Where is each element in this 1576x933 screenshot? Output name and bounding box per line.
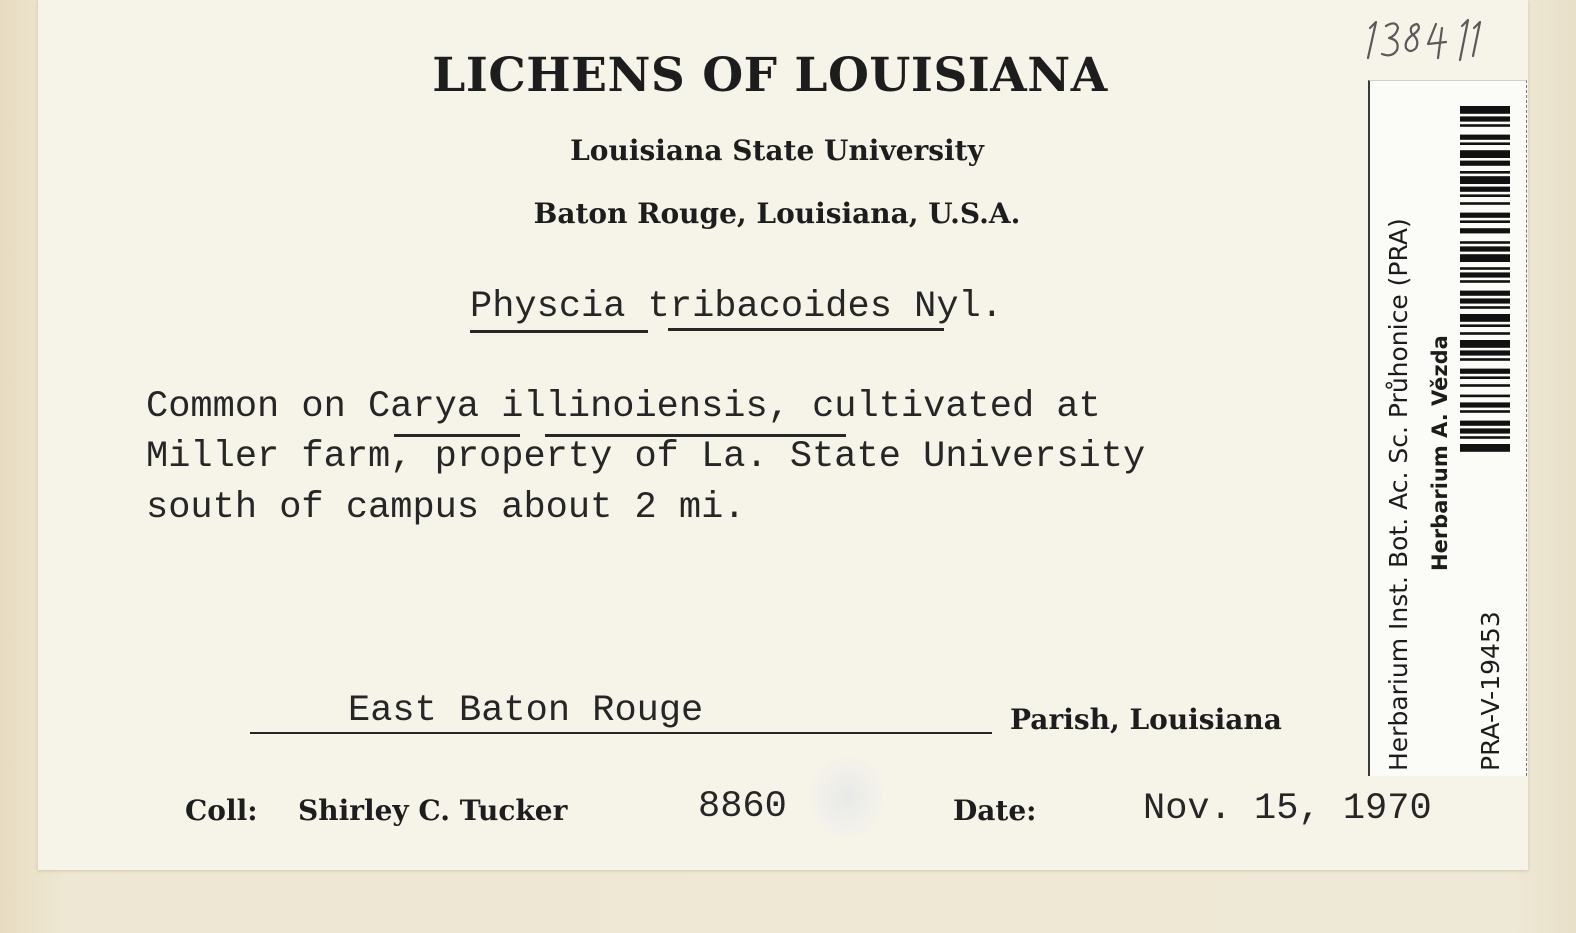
collector-label: Coll: bbox=[185, 794, 258, 827]
barcode-bar bbox=[1460, 340, 1510, 348]
sticker-catalog-number: PRA-V-19453 bbox=[1476, 611, 1505, 771]
institution-location: Baton Rouge, Louisiana, U.S.A. bbox=[533, 197, 1021, 230]
barcode-bar bbox=[1460, 306, 1510, 309]
barcode-bar bbox=[1460, 171, 1510, 174]
parish-underline bbox=[250, 732, 992, 734]
barcode-bar bbox=[1460, 213, 1510, 218]
barcode-bar bbox=[1460, 395, 1510, 398]
barcode-bar bbox=[1460, 291, 1510, 296]
collector-name: Shirley C. Tucker bbox=[298, 794, 568, 827]
barcode-bar bbox=[1460, 228, 1510, 233]
barcode-bar bbox=[1460, 176, 1510, 184]
barcode-bar bbox=[1460, 272, 1510, 277]
date-label: Date: bbox=[953, 794, 1037, 827]
species-name bbox=[470, 286, 1003, 328]
barcode-bar bbox=[1460, 267, 1510, 270]
sticker-collection-name: Herbarium A. Vězda bbox=[1428, 335, 1452, 571]
barcode-bar bbox=[1460, 324, 1510, 327]
barcode-bar bbox=[1460, 135, 1510, 140]
label-title: LICHENS OF LOUISIANA bbox=[432, 48, 1108, 103]
sticker-institution: Herbarium Inst. Bot. Ac. Sc. Průhonice (PRA) bbox=[1384, 218, 1413, 771]
barcode-bar bbox=[1460, 358, 1510, 361]
barcode-bar bbox=[1460, 202, 1510, 205]
barcode-bar bbox=[1460, 194, 1510, 197]
habitat-description-line-2: Miller farm, property of La. State University bbox=[146, 436, 1146, 478]
barcode-bar bbox=[1460, 187, 1510, 192]
species-epithet: tribacoides bbox=[647, 286, 892, 328]
barcode-bar bbox=[1460, 410, 1510, 413]
barcode-bar bbox=[1460, 350, 1510, 355]
barcode-bar bbox=[1460, 142, 1510, 145]
barcode-bar bbox=[1460, 161, 1510, 166]
barcode-bar bbox=[1460, 220, 1510, 223]
barcode-icon bbox=[1460, 106, 1510, 522]
barcode-bar bbox=[1460, 246, 1510, 251]
barcode-bar bbox=[1460, 280, 1510, 283]
barcode-bar bbox=[1460, 150, 1510, 158]
barcode-bar bbox=[1460, 421, 1510, 426]
collection-number: 8860 bbox=[698, 786, 787, 828]
barcode-bar bbox=[1460, 106, 1510, 114]
habitat-description-line-3: south of campus about 2 mi. bbox=[146, 487, 746, 529]
barcode-bar bbox=[1460, 298, 1510, 303]
barcode-bar bbox=[1460, 428, 1510, 433]
barcode-bar bbox=[1460, 384, 1510, 387]
collection-date: Nov. 15, 1970 bbox=[1143, 788, 1432, 830]
barcode-bar bbox=[1460, 369, 1510, 374]
barcode-bar bbox=[1460, 332, 1510, 335]
barcode-bar bbox=[1460, 314, 1510, 322]
barcode-bar bbox=[1460, 444, 1510, 452]
species-genus: Physcia bbox=[470, 286, 626, 328]
barcode-bar bbox=[1460, 254, 1510, 262]
parish-label: Parish, Louisiana bbox=[1010, 703, 1282, 736]
barcode-bar bbox=[1460, 436, 1510, 439]
parish-value: East Baton Rouge bbox=[348, 690, 704, 732]
species-author: Nyl. bbox=[914, 286, 1003, 328]
barcode-bar bbox=[1460, 116, 1510, 121]
institution-name: Louisiana State University bbox=[570, 134, 984, 167]
paper-smudge bbox=[812, 758, 882, 836]
barcode-bar bbox=[1460, 402, 1510, 407]
barcode-bar bbox=[1460, 241, 1510, 244]
barcode-bar bbox=[1460, 376, 1510, 379]
epithet-underline bbox=[668, 328, 944, 331]
barcode-bar bbox=[1460, 124, 1510, 127]
habitat-description-line-1: Common on Carya illinoiensis, cultivated at bbox=[146, 386, 1101, 428]
genus-underline bbox=[470, 330, 648, 333]
handwritten-accession-number bbox=[1362, 14, 1484, 64]
